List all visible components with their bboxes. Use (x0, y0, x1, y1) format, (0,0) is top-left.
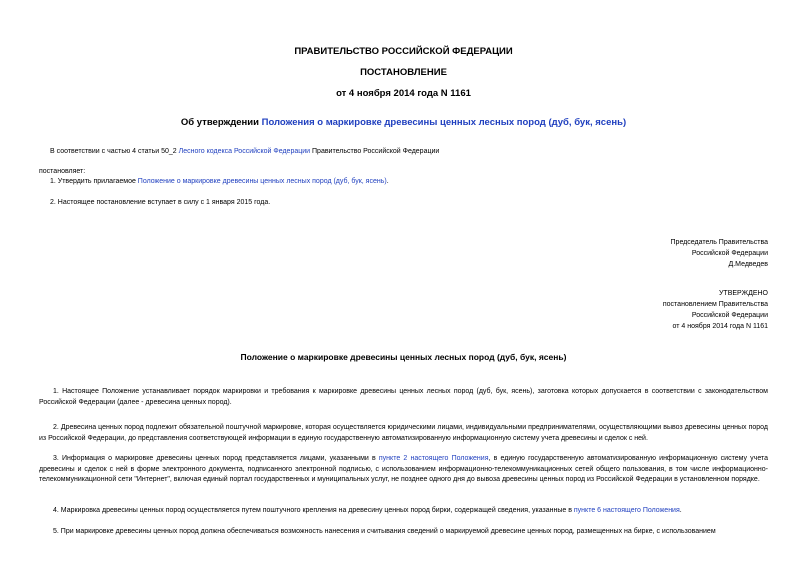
regulation-paragraph-2: 2. Древесина ценных пород подлежит обязательной поштучной маркировке, которая осуществляется юридическими лицами, индивидуальными предпринимателями, осуществляющими вывоз древесины ценных пород из Российской Федерации, до представления соответствующей информации в единую государственную автоматизированную информационную систему учета древесины и сделок с ней. (39, 424, 768, 442)
approval-block (663, 288, 768, 332)
decree-word: постановляет: (39, 168, 86, 175)
title-prefix: Об утверждении (180, 117, 262, 128)
p4-suffix: . (679, 507, 682, 514)
approval-line-4: от 4 ноября 2014 года N 1161 (672, 323, 768, 330)
point-6-link[interactable]: пункте 6 настоящего Положения (573, 507, 680, 514)
signature-name: Д.Медведев (728, 261, 768, 268)
item-1-prefix: 1. Утвердить прилагаемое (50, 178, 138, 185)
approval-line-2: постановлением Правительства (662, 301, 768, 308)
preamble (50, 147, 439, 158)
item-1-suffix: . (386, 178, 389, 185)
regulation-paragraph-3 (39, 454, 768, 486)
signature-position: Председатель Правительства (670, 239, 768, 246)
item-2: 2. Настоящее постановление вступает в силу с 1 января 2015 года. (50, 199, 271, 206)
document-date-number: от 4 ноября 2014 года N 1161 (336, 88, 471, 99)
regulation-link-item[interactable]: Положение о маркировке древесины ценных лесных пород (дуб, бук, ясень) (137, 178, 387, 185)
item-1 (50, 177, 389, 188)
preamble-prefix: В соответствии с частью 4 статьи 50_2 (50, 148, 179, 155)
government-name: ПРАВИТЕЛЬСТВО РОССИЙСКОЙ ФЕДЕРАЦИИ (294, 46, 513, 57)
approval-line-3: Российской Федерации (691, 312, 768, 319)
regulation-paragraph-5: 5. При маркировке древесины ценных пород должна обеспечиваться возможность нанесения и считывания сведений о маркируемой древесине ценных пород, размещенных на бирке, с использованием (53, 528, 716, 535)
signature-country: Российской Федерации (691, 250, 768, 257)
signature-block (671, 237, 768, 270)
p4-prefix: 4. Маркировка древесины ценных пород осуществляется путем поштучного крепления на древесину ценных пород бирки, содержащей сведения, указанные в (53, 507, 574, 514)
document-title (0, 117, 807, 128)
approval-heading: УТВЕРЖДЕНО (718, 290, 768, 297)
regulation-link-title[interactable]: Положения о маркировке древесины ценных лесных пород (дуб, бук, ясень) (261, 117, 627, 128)
point-2-link[interactable]: пункте 2 настоящего Положения (378, 455, 489, 462)
forest-code-link[interactable]: Лесного кодекса Российской Федерации (178, 148, 311, 155)
p3-prefix: 3. Информация о маркировке древесины ценных пород представляется лицами, указанными в (53, 455, 379, 462)
regulation-title: Положение о маркировке древесины ценных лесных пород (дуб, бук, ясень) (240, 352, 567, 362)
preamble-suffix: Правительство Российской Федерации (310, 148, 440, 155)
p3-suffix: , в единую государственную автоматизированную информационную систему учета древесины и сделок с ней в форме электронного документа, подписанного электронной подписью, с использованием информационно-телекоммуникационных сетей общего пользования, в том числе информационно-телекоммуникационной сети "Интернет", включая единый портал государственных и муниципальных услуг, не позднее одного дня до вывоза древесины ценных пород из Российской Федерации в установленном порядке. (39, 455, 769, 483)
document-type: ПОСТАНОВЛЕНИЕ (360, 67, 447, 78)
regulation-paragraph-1: 1. Настоящее Положение устанавливает порядок маркировки и требования к маркировке древесины ценных лесных пород (дуб, бук, ясень), заготовка которых допускается в соответствии с законодательством Российской Федерации (далее - древесина ценных пород). (39, 388, 768, 406)
regulation-paragraph-4 (39, 506, 768, 517)
